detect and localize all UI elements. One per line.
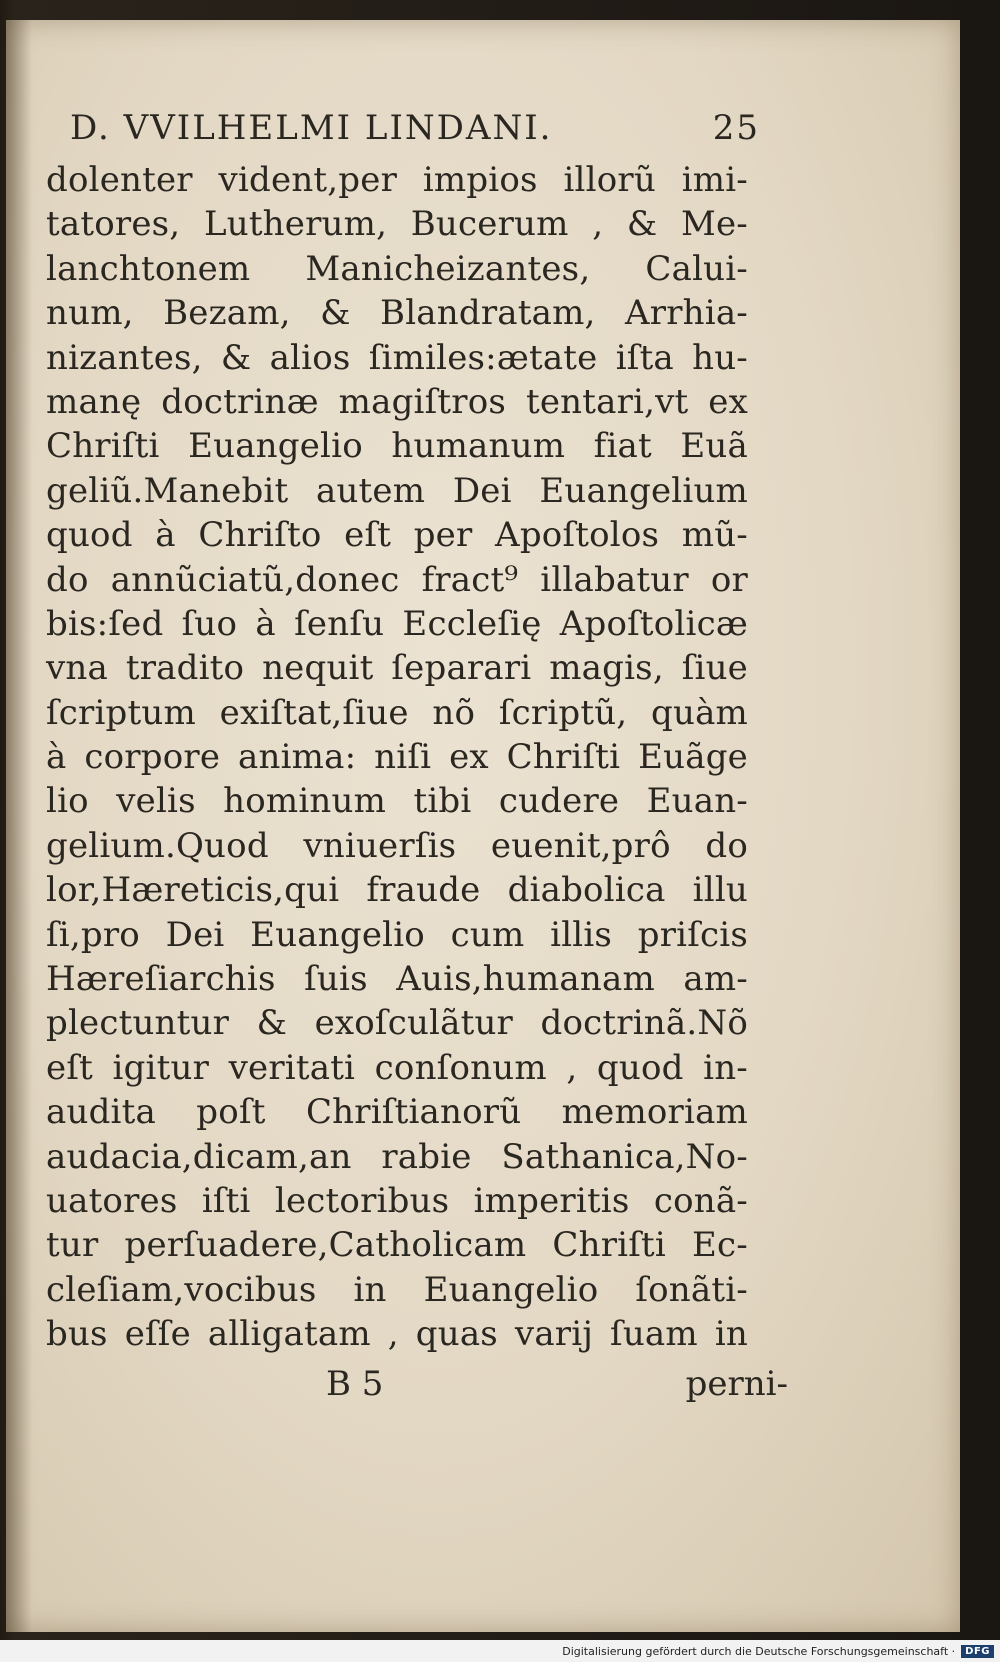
text-line: lanchtonem Manicheizantes, Calui-	[46, 248, 748, 289]
text-line: quod à Chriſto eſt per Apoſtolos mũ-	[46, 515, 748, 556]
text-line: uatores iſti lectoribus imperitis conã-	[46, 1180, 748, 1221]
text-line: vna tradito nequit ſeparari magis, ſiue	[46, 648, 748, 689]
text-line: dolenter vident,per impios illorũ imi-	[46, 160, 748, 200]
text-line: ſi,pro Dei Euangelio cum illis priſcis	[46, 914, 748, 955]
text-line: nizantes, & alios ſimiles:ætate iſta hu-	[46, 337, 748, 378]
text-line: lor,Hæreticis,qui fraude diabolica illu	[46, 870, 748, 911]
text-line: ſcriptum exiſtat,ſiue nõ ſcriptũ, quàm	[46, 692, 748, 733]
running-head	[70, 108, 760, 154]
text-line: eſt igitur veritati conſonum , quod in-	[46, 1047, 748, 1088]
text-line: audacia,dicam,an rabie Sathanica,No-	[46, 1136, 748, 1177]
dfg-logo-icon: DFG	[961, 1645, 994, 1658]
text-line: cleſiam,vocibus in Euangelio ſonãti-	[46, 1269, 748, 1310]
text-line: gelium.Quod vniuerſis euenit,prô do	[46, 825, 748, 866]
text-line: tatores, Lutherum, Bucerum , & Me-	[46, 204, 748, 245]
page-number: 25	[712, 108, 760, 148]
body-text	[46, 158, 766, 1357]
text-line: bus eſſe alligatam , quas varij ſuam in	[46, 1314, 748, 1355]
text-line: plectuntur & exoſculãtur doctrinã.Nõ	[46, 1003, 748, 1044]
credit-text: Digitalisierung gefördert durch die Deutsche Forschungsgemeinschaft ·	[562, 1644, 956, 1658]
page-footer	[326, 1359, 788, 1409]
running-head-title: D. VVILHELMI LINDANI.	[70, 108, 553, 148]
signature-mark: B 5	[326, 1363, 384, 1404]
text-line: geliũ.Manebit autem Dei Euangelium	[46, 470, 748, 511]
gutter-shadow	[6, 20, 32, 1632]
text-line: Hæreſiarchis ſuis Auis,humanam am-	[46, 959, 748, 1000]
text-line: à corpore anima: niſi ex Chriſti Euãge	[46, 737, 748, 778]
text-line: lio velis hominum tibi cudere Euan-	[46, 781, 748, 822]
text-line: manę doctrinæ magiſtros tentari,vt ex	[46, 381, 748, 422]
text-line: audita poſt Chriſtianorũ memoriam	[46, 1092, 748, 1133]
text-line: do annũciatũ,donec fract⁹ illabatur or	[46, 559, 748, 600]
text-block	[46, 108, 788, 1409]
digitization-credit	[0, 1640, 1000, 1662]
catchword: perni-	[685, 1363, 788, 1404]
book-page	[6, 20, 960, 1632]
text-line: Chriſti Euangelio humanum fiat Euã	[46, 426, 748, 467]
text-line: bis:ſed ſuo à ſenſu Eccleſię Apoſtolicæ	[46, 603, 748, 644]
text-line: tur perſuadere,Catholicam Chriſti Ec-	[46, 1225, 748, 1266]
text-line: num, Bezam, & Blandratam, Arrhia-	[46, 293, 748, 334]
